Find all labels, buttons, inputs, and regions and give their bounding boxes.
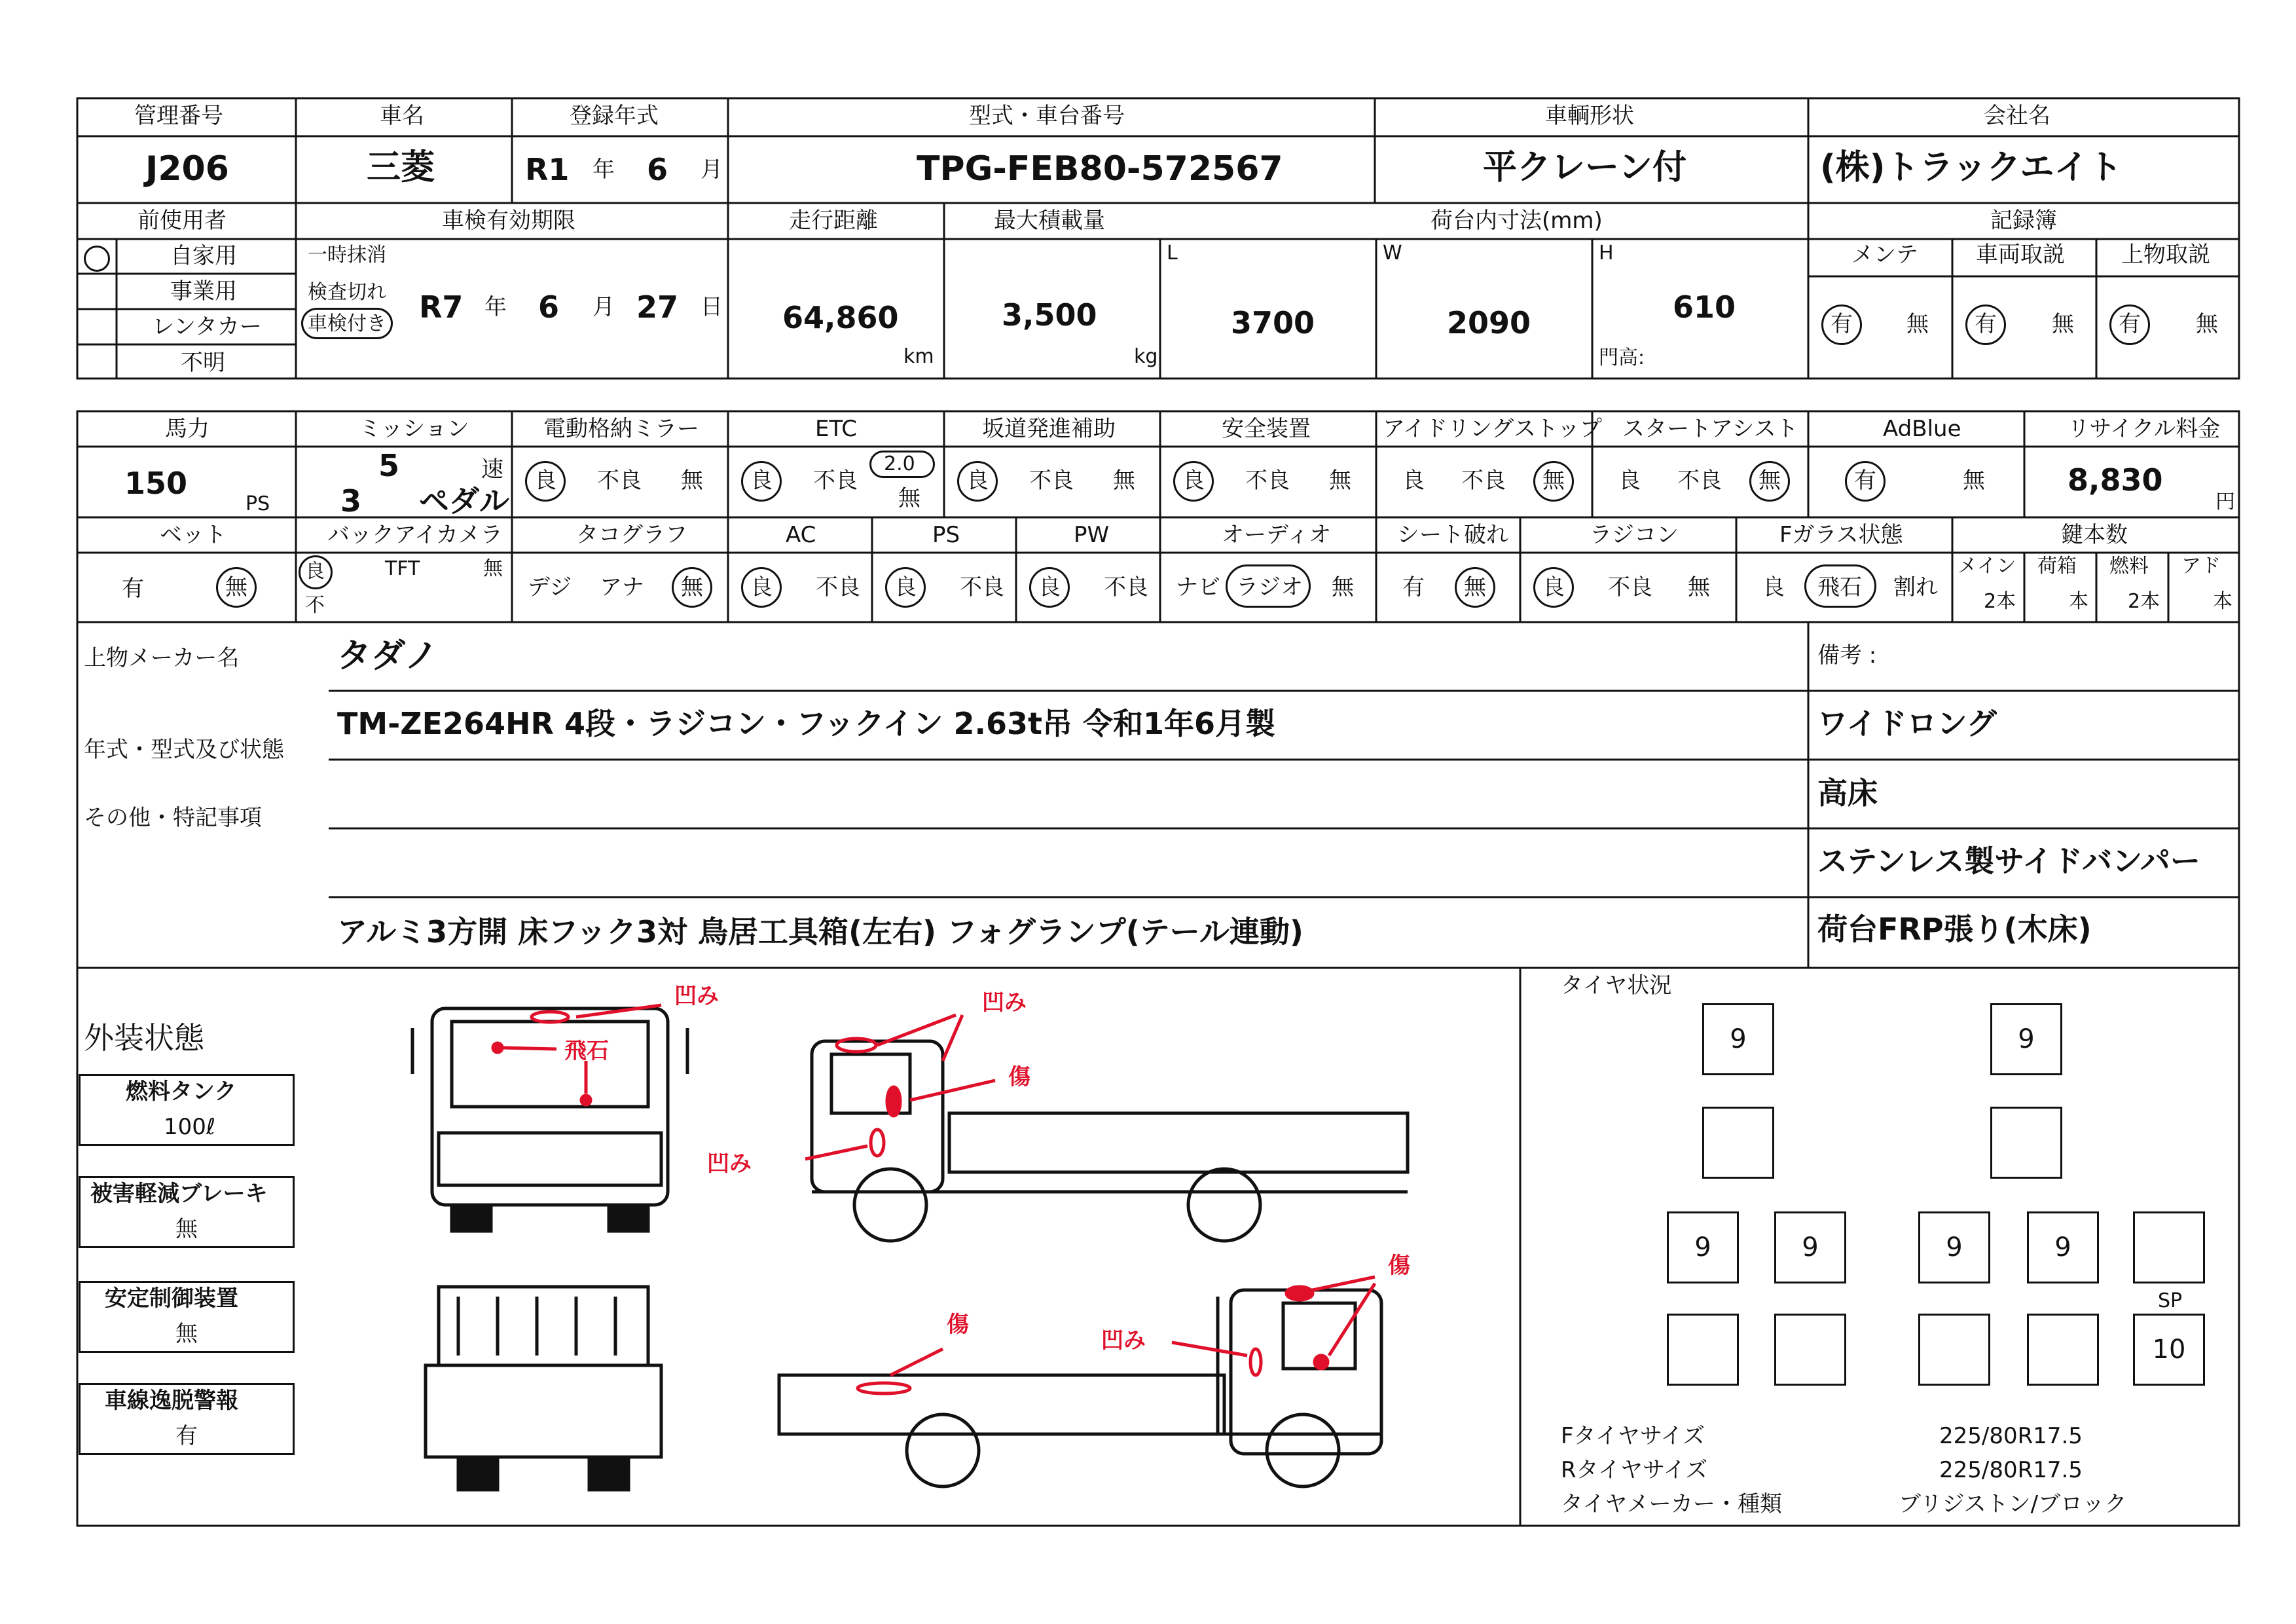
tire-maker-label: タイヤメーカー・種類 — [1561, 1491, 1782, 1517]
label-idling-stop: アイドリングストップ — [1383, 416, 1602, 442]
ac-ok: 良 — [750, 574, 773, 600]
label-audio: オーディオ — [1222, 522, 1332, 548]
label-seat: シート破れ — [1397, 522, 1508, 548]
brake-value: 無 — [175, 1216, 198, 1242]
camera-tft: TFT — [385, 557, 420, 580]
prev-user-jika: 自家用 — [170, 243, 237, 269]
damage-dent-side: 凹み — [982, 989, 1027, 1016]
prev-user-selected-mark — [84, 246, 110, 272]
tire-rear-outer-right: 9 — [2027, 1211, 2099, 1283]
shaken-nen: 年 — [484, 294, 507, 320]
label-glass: Fガラス状態 — [1779, 522, 1903, 548]
pw-ng: 不良 — [1104, 574, 1148, 600]
f-size-value: 225/80R17.5 — [1939, 1423, 2083, 1449]
tacho-none: 無 — [681, 574, 703, 600]
safety-ng: 不良 — [1245, 468, 1290, 494]
label-ps: PS — [932, 522, 960, 548]
glass-crack: 割れ — [1893, 574, 1938, 600]
dim-l-label: L — [1167, 242, 1178, 265]
hp-value: 150 — [124, 466, 188, 501]
label-records: 記録簿 — [1990, 208, 2057, 234]
recycle-value: 8,830 — [2068, 462, 2163, 498]
shaken-tsuki: 車検付き — [308, 312, 386, 335]
reg-nen: 年 — [592, 157, 615, 183]
record-mente-yes: 有 — [1831, 311, 1853, 337]
mirror-ok: 良 — [534, 468, 556, 494]
idling-none: 無 — [1542, 468, 1565, 494]
gears-value: 5 — [378, 448, 400, 483]
dim-h-value: 610 — [1673, 289, 1736, 325]
tire-slot-rr2 — [1918, 1314, 1990, 1386]
label-body-shape: 車輌形状 — [1545, 103, 1634, 129]
reg-tsuki: 月 — [701, 157, 723, 183]
label-dimensions: 荷台内寸法(mm) — [1430, 208, 1603, 234]
key-fuel-label: 燃料 — [2109, 555, 2149, 578]
label-mileage: 走行距離 — [789, 208, 878, 234]
tire-rear-inner-right: 9 — [1918, 1211, 1990, 1283]
spare-label: SP — [2158, 1289, 2183, 1312]
dim-w-value: 2090 — [1447, 305, 1531, 341]
label-kanri: 管理番号 — [134, 103, 223, 129]
mirror-ng: 不良 — [597, 468, 642, 494]
ac-ng: 不良 — [816, 574, 860, 600]
dim-h-label: H — [1599, 242, 1614, 265]
damage-markers — [493, 1005, 1375, 1393]
adblue-none: 無 — [1963, 468, 1985, 494]
label-bed: ベット — [160, 522, 227, 548]
prev-user-rental: レンタカー — [152, 314, 262, 340]
damage-scratch-side: 傷 — [1008, 1064, 1030, 1090]
mileage-unit: km — [903, 345, 934, 368]
hill-ng: 不良 — [1029, 468, 1074, 494]
label-back-camera: バックアイカメラ — [327, 522, 503, 548]
etc-version: 2.0 — [884, 452, 915, 475]
tacho-ana: アナ — [600, 574, 644, 600]
tire-slot-rl2 — [1667, 1314, 1739, 1386]
glass-stone: 飛石 — [1817, 574, 1862, 600]
label-hill-assist: 坂道発進補助 — [982, 416, 1116, 442]
seat-have: 有 — [1402, 574, 1425, 600]
label-remarks: 備考 : — [1817, 642, 1877, 669]
remark-1: ワイドロング — [1817, 706, 1997, 741]
body-shape: 平クレーン付 — [1483, 148, 1686, 187]
tire-maker-value: ブリジストン/ブロック — [1899, 1491, 2127, 1517]
remote-none: 無 — [1688, 574, 1710, 600]
reg-era: R1 — [525, 152, 570, 187]
safety-ok: 良 — [1182, 468, 1205, 494]
truck-diagrams — [412, 1008, 1408, 1490]
shaken-selected-mark — [301, 308, 393, 339]
mirror-none: 無 — [681, 468, 703, 494]
exterior-title: 外装状態 — [84, 1020, 204, 1056]
reg-month: 6 — [647, 152, 668, 187]
fuel-tank-label: 燃料タンク — [126, 1079, 237, 1105]
glass-ok: 良 — [1762, 574, 1785, 600]
camera-none: 無 — [483, 557, 503, 580]
record-vehicle-yes: 有 — [1975, 311, 1997, 337]
shaken-day: 27 — [636, 289, 679, 325]
damage-stone-front: 飛石 — [564, 1038, 609, 1064]
shaken-hi: 日 — [701, 294, 723, 320]
damage-dent-front: 凹み — [674, 983, 719, 1009]
label-model: 型式・車台番号 — [969, 103, 1125, 129]
camera-ng-split: 不 — [305, 594, 325, 617]
prev-user-jigyo: 事業用 — [170, 278, 237, 304]
label-pw: PW — [1074, 522, 1110, 548]
tire-front-left: 9 — [1702, 1003, 1774, 1075]
stability-label: 安定制御装置 — [105, 1285, 238, 1312]
label-body-year: 年式・型式及び状態 — [84, 737, 284, 763]
hill-none: 無 — [1113, 468, 1135, 494]
camera-ok: 良 — [305, 560, 325, 583]
capacity-value: 3,500 — [1002, 297, 1097, 333]
tire-slot-rr3 — [2027, 1314, 2099, 1386]
gears-unit: 速 — [481, 456, 503, 483]
label-mirror: 電動格納ミラー — [543, 416, 699, 442]
tire-slot-extra — [2133, 1211, 2205, 1283]
recycle-unit: 円 — [2215, 490, 2235, 513]
tire-rear-outer-left: 9 — [1667, 1211, 1739, 1283]
audio-radio: ラジオ — [1236, 574, 1303, 600]
adblue-have: 有 — [1854, 468, 1876, 494]
stability-value: 無 — [175, 1321, 198, 1347]
record-vehicle-manual: 車両取説 — [1976, 242, 2065, 268]
key-main-label: メイン — [1958, 555, 2016, 578]
label-start-assist: スタートアシスト — [1622, 416, 1798, 442]
label-hp: 馬力 — [165, 416, 210, 442]
damage-dent-cab: 凹み — [1101, 1327, 1146, 1354]
remark-4: 荷台FRP張り(木床) — [1817, 912, 2092, 947]
record-mente: メンテ — [1851, 242, 1918, 268]
etc-ng: 不良 — [813, 468, 858, 494]
shaken-month: 6 — [538, 289, 560, 325]
brake-label: 被害軽減ブレーキ — [90, 1181, 268, 1207]
tire-slot-rl3 — [1774, 1314, 1846, 1386]
tire-title: タイヤ状況 — [1561, 972, 1672, 999]
damage-scratch-bed: 傷 — [947, 1312, 969, 1338]
record-body-yes: 有 — [2119, 311, 2141, 337]
seat-none: 無 — [1464, 574, 1486, 600]
model-number: TPG-FEB80-572567 — [917, 149, 1283, 189]
remote-ng: 不良 — [1608, 574, 1652, 600]
r-size-label: Rタイヤサイズ — [1561, 1457, 1708, 1483]
shaken-kirenai: 検査切れ — [308, 281, 386, 304]
start-ng: 不良 — [1677, 468, 1722, 494]
pw-ok: 良 — [1038, 574, 1061, 600]
lane-value: 有 — [175, 1423, 198, 1449]
etc-none: 無 — [898, 485, 920, 511]
r-size-value: 225/80R17.5 — [1939, 1457, 2083, 1483]
ps-ok: 良 — [894, 574, 917, 600]
label-adblue: AdBlue — [1883, 416, 1961, 442]
safety-none: 無 — [1329, 468, 1351, 494]
label-body-maker: 上物メーカー名 — [84, 645, 240, 671]
pedals-unit: ペダル — [419, 483, 509, 519]
mileage-value: 64,860 — [782, 300, 899, 335]
body-maker-value: タダノ — [337, 637, 439, 676]
label-ac: AC — [786, 522, 816, 548]
damage-scratch-cab: 傷 — [1388, 1253, 1410, 1279]
record-mente-no: 無 — [1906, 311, 1929, 337]
capacity-unit: kg — [1134, 345, 1158, 368]
remote-ok: 良 — [1542, 574, 1565, 600]
key-fuel-value: 2本 — [2128, 590, 2160, 613]
hp-unit: PS — [246, 492, 270, 515]
key-ad-label: アド — [2181, 555, 2221, 578]
gate-height-label: 門高: — [1599, 346, 1645, 369]
label-recycle: リサイクル料金 — [2068, 416, 2221, 442]
tacho-digi: デジ — [528, 574, 572, 600]
etc-ok: 良 — [750, 468, 773, 494]
label-maker: 車名 — [380, 103, 424, 129]
idling-ng: 不良 — [1461, 468, 1506, 494]
tire-spare: 10 — [2133, 1314, 2205, 1386]
pedals-value: 3 — [340, 483, 362, 519]
label-prev-user: 前使用者 — [137, 208, 227, 234]
fuel-tank-value: 100ℓ — [164, 1114, 215, 1140]
remark-3: ステンレス製サイドバンパー — [1817, 843, 2200, 879]
label-remote: ラジコン — [1590, 522, 1679, 548]
other-value: アルミ3方開 床フック3対 鳥居工具箱(左右) フォグランプ(テール連動) — [337, 914, 1303, 950]
label-mission: ミッション — [359, 416, 469, 442]
key-box-value: 本 — [2069, 590, 2088, 613]
remark-2: 高床 — [1817, 775, 1878, 811]
label-keys: 鍵本数 — [2061, 522, 2128, 548]
damage-dent-lower: 凹み — [707, 1151, 752, 1177]
tire-front-right: 9 — [1990, 1003, 2062, 1075]
key-main-value: 2本 — [1984, 590, 2016, 613]
label-tacho: タコグラフ — [576, 522, 687, 548]
bed-none: 無 — [225, 574, 247, 600]
label-etc: ETC — [815, 416, 857, 442]
prev-user-unknown: 不明 — [181, 350, 225, 376]
bed-have: 有 — [122, 576, 144, 602]
shaken-era: R7 — [419, 289, 464, 325]
hill-ok: 良 — [966, 468, 989, 494]
tire-slot-fr2 — [1990, 1107, 2062, 1179]
dim-w-label: W — [1383, 242, 1402, 265]
idling-ok: 良 — [1402, 468, 1425, 494]
maker-name: 三菱 — [367, 148, 435, 187]
record-vehicle-no: 無 — [2052, 311, 2074, 337]
kanri-no: J206 — [145, 149, 229, 189]
start-ok: 良 — [1618, 468, 1641, 494]
company-name: (株)トラックエイト — [1820, 148, 2123, 187]
lane-label: 車線逸脱警報 — [105, 1388, 238, 1414]
label-capacity: 最大積載量 — [994, 208, 1105, 234]
label-shaken: 車検有効期限 — [442, 208, 575, 234]
shaken-tsuki-unit: 月 — [592, 294, 615, 320]
label-safety: 安全装置 — [1222, 416, 1311, 442]
key-ad-value: 本 — [2213, 590, 2232, 613]
label-company: 会社名 — [1984, 103, 2050, 129]
key-box-label: 荷箱 — [2037, 555, 2077, 578]
tire-rear-inner-left: 9 — [1774, 1211, 1846, 1283]
ps-ng: 不良 — [960, 574, 1004, 600]
f-size-label: Fタイヤサイズ — [1561, 1423, 1705, 1449]
audio-navi: ナビ — [1176, 574, 1220, 600]
record-body-manual: 上物取説 — [2121, 242, 2210, 268]
label-reg-year: 登録年式 — [570, 103, 659, 129]
tire-slot-fl2 — [1702, 1107, 1774, 1179]
label-other: その他・特記事項 — [84, 805, 262, 831]
audio-none: 無 — [1332, 574, 1354, 600]
dim-l-value: 3700 — [1231, 305, 1315, 341]
start-none: 無 — [1758, 468, 1781, 494]
record-body-no: 無 — [2196, 311, 2218, 337]
body-year-value: TM-ZE264HR 4段・ラジコン・フックイン 2.63t吊 令和1年6月製 — [337, 706, 1275, 741]
shaken-massho: 一時抹消 — [308, 244, 386, 267]
